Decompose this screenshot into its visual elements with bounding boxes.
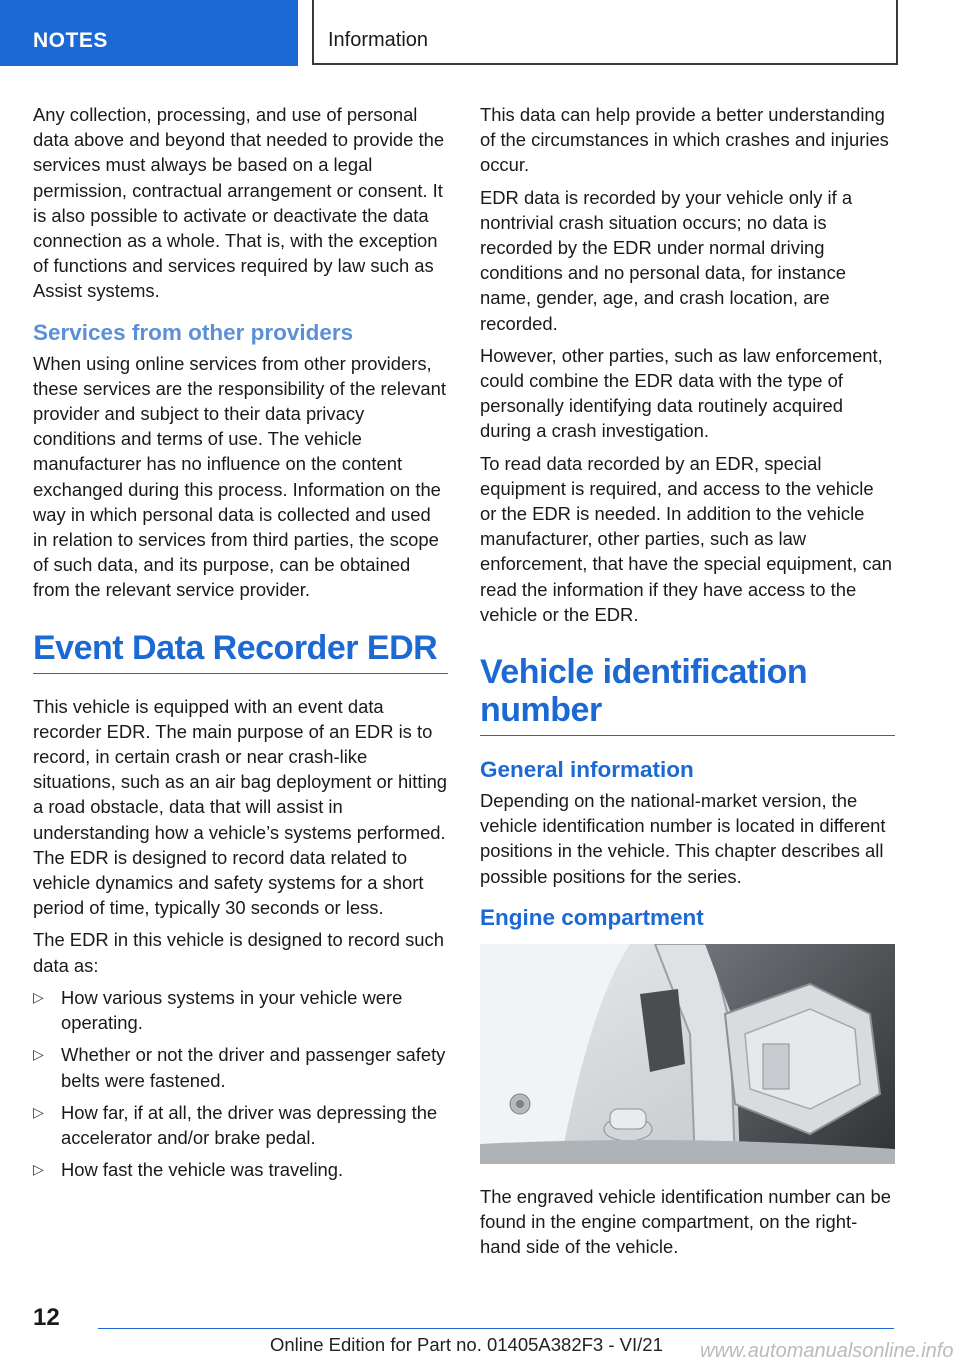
paragraph: EDR data is recorded by your vehicle only if a nontrivial crash situation occurs; no data is recorded by the EDR under normal driving conditions and no personal data, for instance name, gender, age, and crash location, are recorded. <box>480 186 853 334</box>
footer-divider <box>98 1328 894 1329</box>
heading-event-data-recorder: Event Data Recorder EDR <box>33 628 438 667</box>
section-heading-wrap <box>480 653 895 736</box>
list-item-text: How far, if at all, the driver was depressing the accelerator and/or brake pedal. <box>61 1101 438 1148</box>
triangle-bullet-icon: ▷ <box>33 1046 44 1063</box>
heading-vehicle-identification-number: Vehicle identification number <box>480 653 808 730</box>
paragraph: The engraved vehicle identification number can be found in the engine compartment, on the right-hand side of the vehicle. <box>480 1186 891 1258</box>
heading-services-other-providers: Services from other providers <box>33 319 354 345</box>
right-column <box>480 102 895 1267</box>
list-item <box>33 1157 448 1182</box>
list-item-text: How fast the vehicle was traveling. <box>61 1159 344 1181</box>
chapter-tab <box>312 0 898 65</box>
section-tab-label: NOTES <box>33 29 108 52</box>
triangle-bullet-icon: ▷ <box>33 1161 44 1178</box>
watermark: www.automanualsonline.info <box>700 1340 954 1362</box>
paragraph: The EDR in this vehicle is designed to record such data as: <box>33 929 444 976</box>
paragraph: Depending on the national-market version, the vehicle identification number is located in different positions in the vehicle. This chapter describes all possible positions for the series. <box>480 790 886 887</box>
list-item-text: Whether or not the driver and passenger safety belts were fastened. <box>61 1044 446 1091</box>
chapter-tab-label: Information <box>328 29 429 51</box>
list-item <box>33 1042 448 1092</box>
paragraph: This data can help provide a better understanding of the circumstances in which crashes and injuries occur. <box>480 104 889 176</box>
paragraph: To read data recorded by an EDR, special equipment is required, and access to the vehicle or the EDR is needed. In addition to the vehicle manufacturer, other parties, such as law enforcement, that have the special equipment, can read the information if they have access to the vehicle or the EDR. <box>480 452 893 625</box>
page-header <box>0 0 960 66</box>
list-item-text: How various systems in your vehicle were operating. <box>61 986 403 1034</box>
paragraph: When using online services from other providers, these services are the responsibility of the relevant provider and subject to their data privacy conditions and terms of use. The vehicle manufacturer has no influence on the content exchanged during this process. Information on the way in which personal data is collected and used in relation to services from third parties, the scope of such data, and its purpose, can be obtained from the relevant service provider. <box>33 352 446 601</box>
left-column <box>33 102 448 1189</box>
paragraph: This vehicle is equipped with an event data recorder EDR. The main purpose of an EDR is to record, in certain crash or near crash-like situations, such as an air bag deployment or hitting a road obstacle, data that will assist in understanding how a vehicle’s systems performed. The EDR is designed to record data related to vehicle dynamics and safety systems for a short period of time, typically 30 seconds or less. <box>33 695 448 919</box>
page-number: 12 <box>33 1304 60 1331</box>
engine-compartment-photo <box>480 944 895 1164</box>
heading-general-information: General information <box>480 757 694 783</box>
section-tab <box>0 0 298 66</box>
section-heading-wrap <box>33 629 448 674</box>
paragraph: However, other parties, such as law enforcement, could combine the EDR data with the type of personally identifying data routinely acquired during a crash investigation. <box>480 344 883 442</box>
paragraph: Any collection, processing, and use of personal data above and beyond that needed to provide the services must always be based on a legal permission, contractual arrangement or consent. It is also possible to activate or deactivate the data connection as a whole. That is, with the exception of functions and services required by law such as Assist systems. <box>33 104 445 302</box>
edr-data-list <box>33 985 448 1182</box>
list-item <box>33 985 448 1035</box>
edition-note: Online Edition for Part no. 01405A382F3 - VI/21 <box>270 1334 663 1355</box>
heading-engine-compartment: Engine compartment <box>480 904 704 930</box>
triangle-bullet-icon: ▷ <box>33 1103 44 1120</box>
list-item <box>33 1100 448 1150</box>
triangle-bullet-icon: ▷ <box>33 988 44 1005</box>
